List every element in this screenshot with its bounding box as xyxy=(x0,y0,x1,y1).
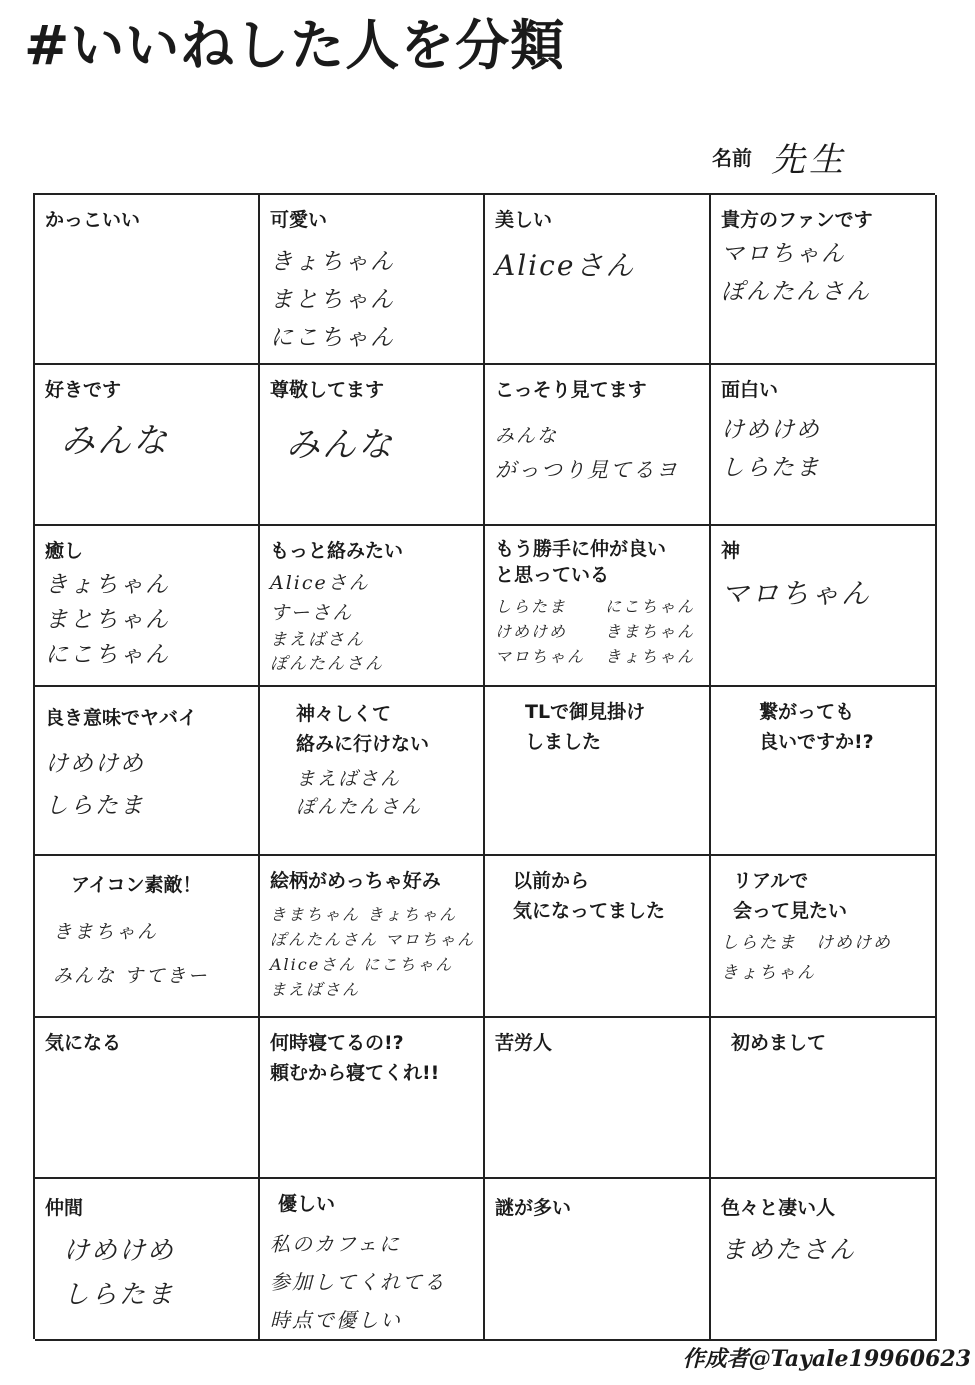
handwritten-entries xyxy=(270,1225,475,1339)
cell-when-sleep xyxy=(260,1018,485,1179)
handwritten-entries xyxy=(45,743,250,827)
cell-nice-to-meet xyxy=(711,1018,937,1179)
category-label: 好きです xyxy=(45,379,122,401)
handwritten-entry: マロちゃん xyxy=(721,241,846,267)
category-label: 良き意味でヤバイ xyxy=(45,707,198,729)
handwritten-entry: けめけめ xyxy=(721,417,821,443)
category-label: 神 xyxy=(721,540,741,562)
handwritten-entry: にこちゃん xyxy=(605,597,696,616)
category-label: 謎が多い xyxy=(495,1197,572,1219)
handwritten-entries xyxy=(495,419,701,487)
category-label: 面白い xyxy=(721,379,779,401)
handwritten-entries xyxy=(721,928,927,988)
cell-want-more-interaction xyxy=(260,526,485,687)
cell-amazing-person xyxy=(711,1179,937,1341)
handwritten-entries xyxy=(495,247,701,285)
handwritten-entry: まとちゃん xyxy=(45,607,170,633)
category-label: 貴方のファンです xyxy=(721,209,873,231)
handwritten-entry: 参加してくれてる xyxy=(270,1270,446,1294)
category-label: 以前から 気になってました xyxy=(513,870,666,922)
handwritten-entry: すーさん xyxy=(270,602,354,624)
handwritten-entry: 時点で優しい xyxy=(270,1308,402,1332)
handwritten-entry: Aliceさん xyxy=(495,249,636,282)
handwritten-entry: しらたま xyxy=(63,1280,176,1310)
handwritten-entry: みんな すてきー xyxy=(53,965,209,987)
handwritten-entry: みんな xyxy=(61,421,169,461)
category-label: 色々と凄い人 xyxy=(721,1197,836,1219)
cell-like xyxy=(35,365,260,526)
handwritten-entries xyxy=(721,570,927,618)
handwritten-entry: まめたさん xyxy=(721,1235,857,1264)
handwritten-entry: みんな xyxy=(286,425,394,465)
cell-cute xyxy=(260,195,485,365)
handwritten-entry: しらたま xyxy=(45,793,145,819)
name-label: 名前 xyxy=(712,146,752,170)
handwritten-entry: まえばさん xyxy=(296,768,402,790)
handwritten-entries xyxy=(45,1229,250,1317)
handwritten-entries xyxy=(495,594,701,669)
category-label: もう勝手に仲が良い と思っている xyxy=(495,538,667,586)
category-label: リアルで 会って見たい xyxy=(733,870,848,922)
category-label: アイコン素敵！ xyxy=(71,874,202,896)
category-grid xyxy=(33,193,935,1339)
handwritten-entry: 私のカフェに xyxy=(270,1232,401,1256)
cell-comrade xyxy=(35,1179,260,1341)
handwritten-entry: にこちゃん xyxy=(45,642,170,668)
category-label: 神々しくて 絡みに行けない xyxy=(296,703,430,755)
category-label: 可愛い xyxy=(270,209,328,231)
cell-love-art-style xyxy=(260,856,485,1018)
handwritten-entry: まえばさん xyxy=(270,980,361,999)
handwritten-entries xyxy=(45,417,250,465)
category-label: 仲間 xyxy=(45,1197,84,1219)
handwritten-entries xyxy=(721,411,927,487)
handwritten-entry: ぽんたんさん マロちゃん xyxy=(270,930,476,949)
handwritten-entry: けめけめ xyxy=(63,1236,176,1266)
handwritten-entry: きょちゃん xyxy=(45,572,170,598)
handwritten-entries xyxy=(270,421,475,469)
handwritten-entries xyxy=(721,235,927,311)
cell-curious xyxy=(35,1018,260,1179)
handwritten-entry: きまちゃん きょちゃん xyxy=(270,905,458,924)
handwritten-entries xyxy=(270,765,475,821)
handwritten-entries xyxy=(45,568,250,673)
handwritten-entry: ぽんたんさん xyxy=(270,654,384,674)
handwritten-entries xyxy=(270,902,475,1002)
handwritten-entry: きょちゃん xyxy=(270,249,395,275)
category-label: こっそり見てます xyxy=(495,379,647,401)
cell-respect xyxy=(260,365,485,526)
cell-want-meet-irl xyxy=(711,856,937,1018)
creator-credit: 作成者@Tayale19960623 xyxy=(682,1346,971,1372)
cell-crazy-good xyxy=(35,687,260,856)
handwritten-entry: けめけめ xyxy=(495,622,568,641)
handwritten-entry: ぽんたんさん xyxy=(296,796,423,818)
entry-column-right xyxy=(605,594,695,669)
handwritten-entry: がっつり見てるヨ xyxy=(495,458,679,482)
handwritten-entries xyxy=(270,568,475,676)
category-label: かっこいい xyxy=(45,209,141,231)
handwritten-entry: きまちゃん xyxy=(53,921,159,943)
handwritten-entry: しらたま xyxy=(721,455,821,481)
cell-interested-before xyxy=(485,856,711,1018)
cell-can-we-connect xyxy=(711,687,937,856)
handwritten-entries xyxy=(270,243,475,357)
handwritten-entry: Aliceさん にこちゃん xyxy=(270,955,454,974)
handwritten-entry: きまちゃん xyxy=(605,622,696,641)
category-label: 初めまして xyxy=(731,1032,827,1054)
handwritten-entry: けめけめ xyxy=(45,751,145,777)
handwritten-entry: しらたま xyxy=(495,597,568,616)
category-label: 気になる xyxy=(45,1032,122,1054)
cell-too-divine xyxy=(260,687,485,856)
name-field xyxy=(712,132,847,181)
category-label: 絵柄がめっちゃ好み xyxy=(270,870,441,892)
handwritten-entry: みんな xyxy=(495,425,559,447)
entry-column-left xyxy=(495,594,585,669)
handwritten-entry: にこちゃん xyxy=(270,325,395,351)
category-label: 癒し xyxy=(45,540,84,562)
cell-secretly-watching xyxy=(485,365,711,526)
handwritten-entry: Aliceさん xyxy=(270,572,370,594)
page-title: #いいねした人を分類 xyxy=(24,14,566,77)
handwritten-entry: ぽんたんさん xyxy=(721,279,871,305)
cell-beautiful xyxy=(485,195,711,365)
category-label: 苦労人 xyxy=(495,1032,553,1054)
handwritten-entry: きょちゃん xyxy=(605,647,696,666)
cell-kind xyxy=(260,1179,485,1341)
cell-cool xyxy=(35,195,260,365)
cell-seen-on-tl xyxy=(485,687,711,856)
handwritten-entry: まえばさん xyxy=(270,630,365,650)
cell-god xyxy=(711,526,937,687)
category-label: もっと絡みたい xyxy=(270,540,404,562)
cell-mysterious xyxy=(485,1179,711,1341)
cell-funny xyxy=(711,365,937,526)
cell-hard-worker xyxy=(485,1018,711,1179)
handwritten-entry: マロちゃん xyxy=(495,647,586,666)
handwritten-entry: まとちゃん xyxy=(270,287,395,313)
name-value: 先生 xyxy=(771,140,848,180)
category-label: TLで御見掛け しました xyxy=(525,701,646,753)
cell-healing xyxy=(35,526,260,687)
category-label: 繋がっても 良いですか!? xyxy=(759,701,874,753)
category-label: 優しい xyxy=(278,1193,336,1215)
category-label: 美しい xyxy=(495,209,553,231)
cell-nice-icon xyxy=(35,856,260,1018)
handwritten-entries xyxy=(721,1231,927,1269)
category-label: 尊敬してます xyxy=(270,379,385,401)
cell-fan xyxy=(711,195,937,365)
category-label: 何時寝てるの!? 頼むから寝てくれ!! xyxy=(270,1032,440,1084)
handwritten-entry: マロちゃん xyxy=(721,577,872,610)
cell-already-close xyxy=(485,526,711,687)
handwritten-entry: しらたま けめけめ xyxy=(721,933,892,953)
handwritten-entry: きょちゃん xyxy=(721,963,816,983)
handwritten-entries xyxy=(45,910,250,998)
